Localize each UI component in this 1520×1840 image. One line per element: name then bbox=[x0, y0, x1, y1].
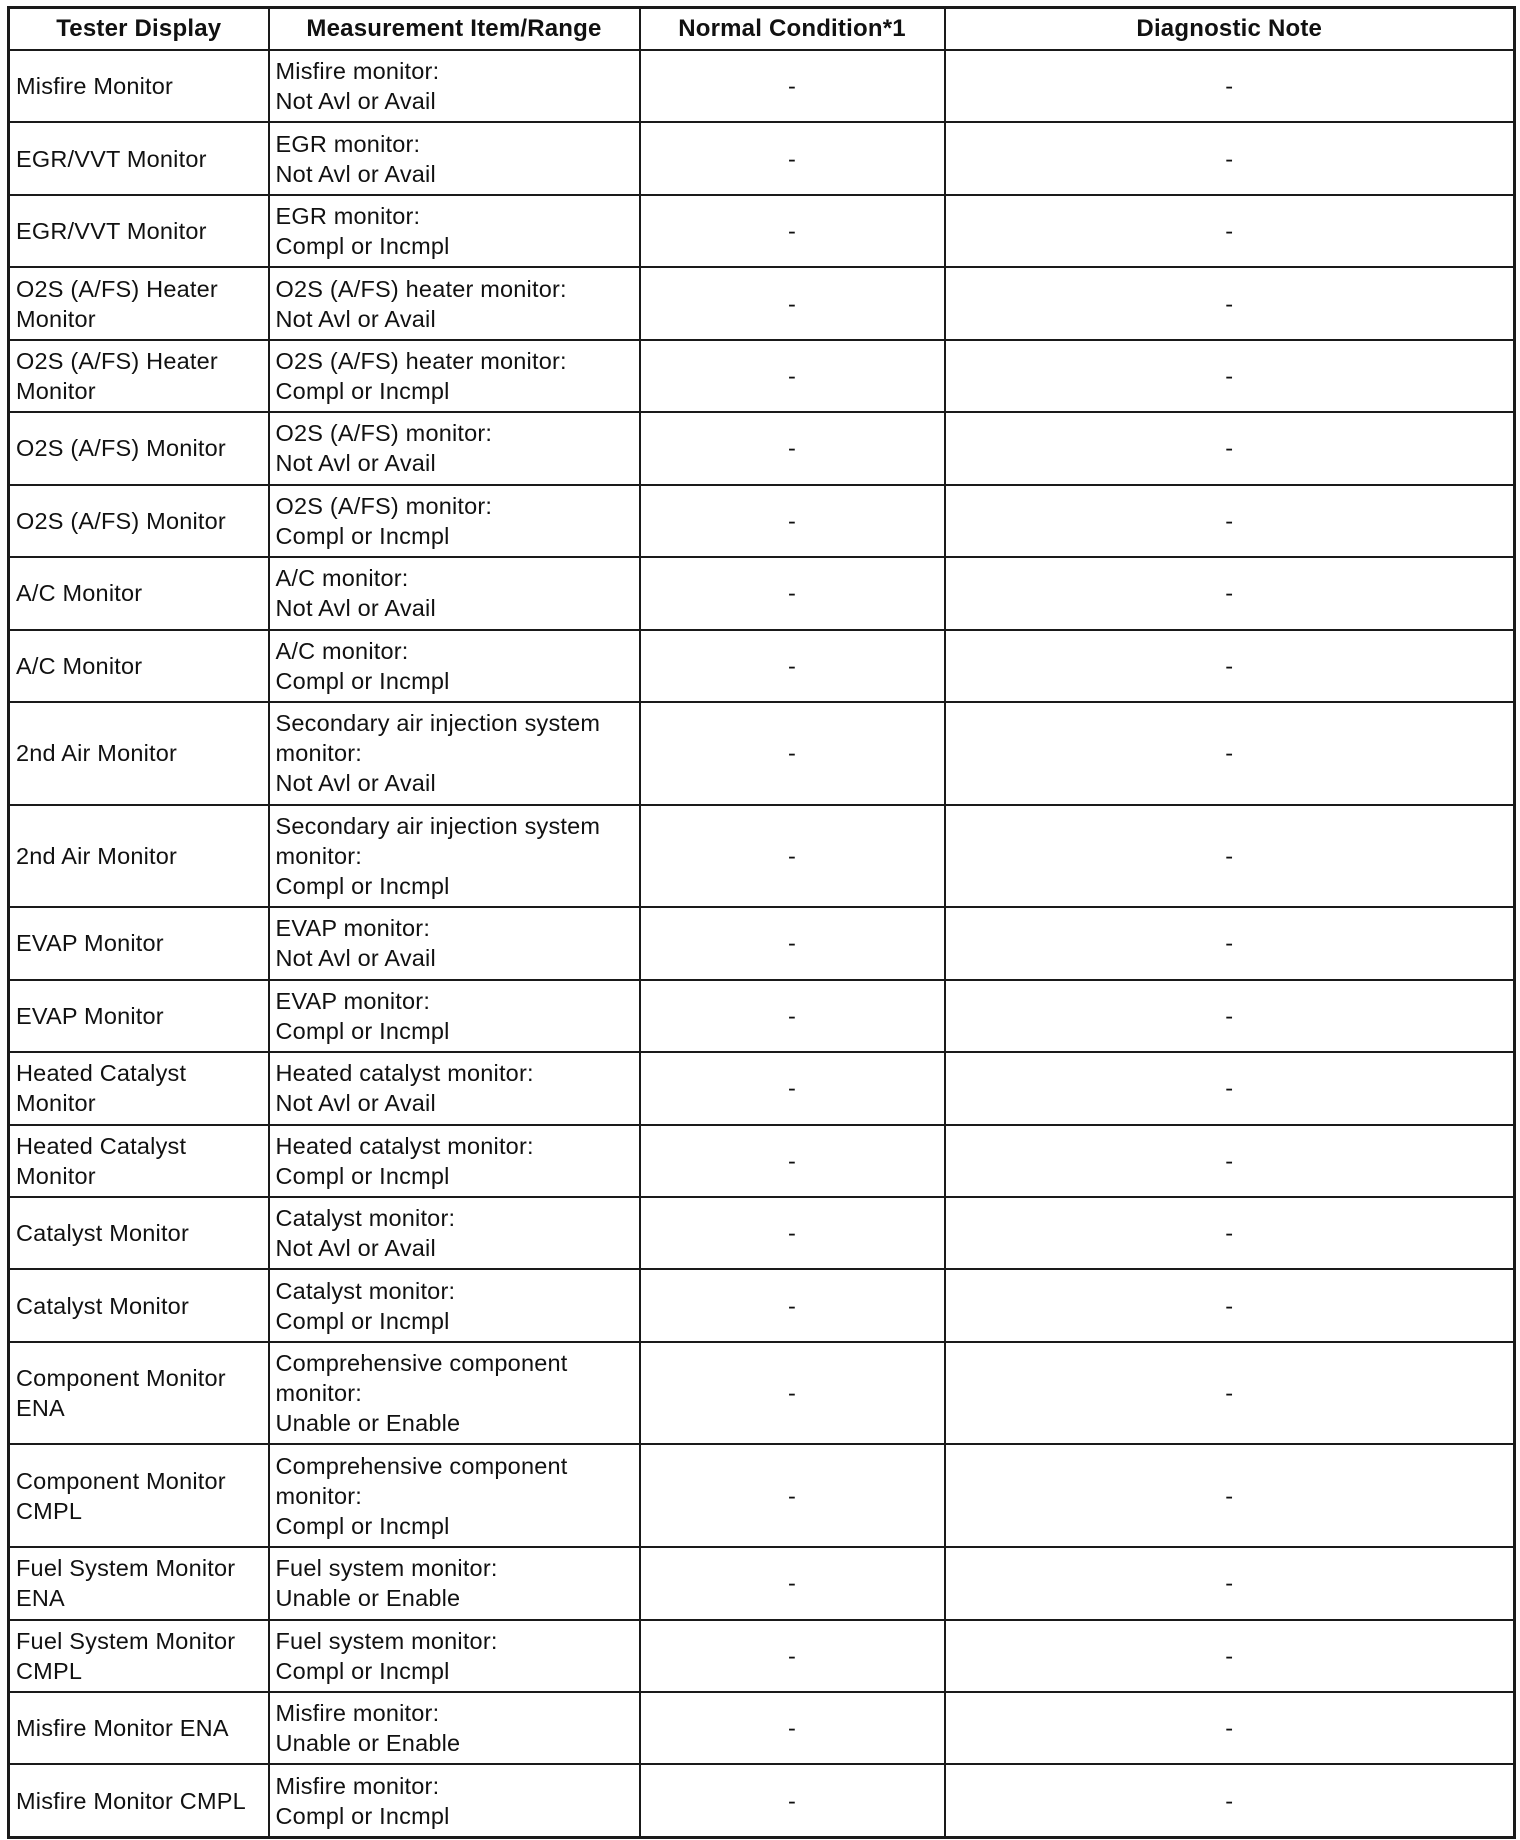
cell-diagnostic-note: - bbox=[945, 702, 1515, 805]
cell-measurement-item: Catalyst monitor: Compl or Incmpl bbox=[269, 1269, 640, 1341]
cell-measurement-item: Secondary air injection system monitor: Compl or Incmpl bbox=[269, 805, 640, 908]
table-row bbox=[9, 980, 1515, 1052]
cell-measurement-item: EGR monitor: Not Avl or Avail bbox=[269, 122, 640, 194]
cell-diagnostic-note: - bbox=[945, 1547, 1515, 1619]
table-row bbox=[9, 702, 1515, 805]
cell-diagnostic-note: - bbox=[945, 122, 1515, 194]
cell-tester-display: 2nd Air Monitor bbox=[9, 702, 269, 805]
cell-normal-condition: - bbox=[640, 557, 945, 629]
header-normal-condition: Normal Condition*1 bbox=[640, 8, 945, 51]
cell-tester-display: EGR/VVT Monitor bbox=[9, 195, 269, 267]
header-tester-display: Tester Display bbox=[9, 8, 269, 51]
cell-diagnostic-note: - bbox=[945, 1269, 1515, 1341]
cell-normal-condition: - bbox=[640, 702, 945, 805]
cell-measurement-item: O2S (A/FS) heater monitor: Not Avl or Avail bbox=[269, 267, 640, 339]
cell-normal-condition: - bbox=[640, 1620, 945, 1692]
cell-normal-condition: - bbox=[640, 1547, 945, 1619]
cell-normal-condition: - bbox=[640, 1052, 945, 1124]
cell-normal-condition: - bbox=[640, 267, 945, 339]
cell-tester-display: 2nd Air Monitor bbox=[9, 805, 269, 908]
cell-normal-condition: - bbox=[640, 980, 945, 1052]
cell-diagnostic-note: - bbox=[945, 1052, 1515, 1124]
cell-measurement-item: A/C monitor: Not Avl or Avail bbox=[269, 557, 640, 629]
cell-measurement-item: Fuel system monitor: Unable or Enable bbox=[269, 1547, 640, 1619]
cell-diagnostic-note: - bbox=[945, 1444, 1515, 1547]
cell-normal-condition: - bbox=[640, 1692, 945, 1764]
cell-measurement-item: A/C monitor: Compl or Incmpl bbox=[269, 630, 640, 702]
cell-measurement-item: EVAP monitor: Not Avl or Avail bbox=[269, 907, 640, 979]
cell-diagnostic-note: - bbox=[945, 907, 1515, 979]
table-row bbox=[9, 907, 1515, 979]
cell-normal-condition: - bbox=[640, 340, 945, 412]
table-row bbox=[9, 485, 1515, 557]
cell-tester-display: Component Monitor CMPL bbox=[9, 1444, 269, 1547]
cell-tester-display: Misfire Monitor CMPL bbox=[9, 1764, 269, 1837]
cell-normal-condition: - bbox=[640, 122, 945, 194]
cell-tester-display: O2S (A/FS) Heater Monitor bbox=[9, 340, 269, 412]
cell-normal-condition: - bbox=[640, 1342, 945, 1445]
cell-measurement-item: Misfire monitor: Compl or Incmpl bbox=[269, 1764, 640, 1837]
cell-measurement-item: EGR monitor: Compl or Incmpl bbox=[269, 195, 640, 267]
cell-normal-condition: - bbox=[640, 412, 945, 484]
cell-measurement-item: Misfire monitor: Not Avl or Avail bbox=[269, 50, 640, 122]
cell-normal-condition: - bbox=[640, 1125, 945, 1197]
cell-diagnostic-note: - bbox=[945, 50, 1515, 122]
cell-diagnostic-note: - bbox=[945, 1125, 1515, 1197]
cell-normal-condition: - bbox=[640, 1269, 945, 1341]
cell-measurement-item: Heated catalyst monitor: Compl or Incmpl bbox=[269, 1125, 640, 1197]
table-row bbox=[9, 557, 1515, 629]
tester-data-table bbox=[7, 6, 1516, 1839]
table-row bbox=[9, 1764, 1515, 1837]
cell-diagnostic-note: - bbox=[945, 980, 1515, 1052]
cell-normal-condition: - bbox=[640, 805, 945, 908]
cell-measurement-item: O2S (A/FS) heater monitor: Compl or Incmpl bbox=[269, 340, 640, 412]
cell-tester-display: O2S (A/FS) Monitor bbox=[9, 412, 269, 484]
table-row bbox=[9, 50, 1515, 122]
cell-tester-display: EGR/VVT Monitor bbox=[9, 122, 269, 194]
table-row bbox=[9, 1342, 1515, 1445]
cell-diagnostic-note: - bbox=[945, 267, 1515, 339]
cell-tester-display: Misfire Monitor bbox=[9, 50, 269, 122]
cell-tester-display: A/C Monitor bbox=[9, 557, 269, 629]
cell-normal-condition: - bbox=[640, 907, 945, 979]
cell-measurement-item: Fuel system monitor: Compl or Incmpl bbox=[269, 1620, 640, 1692]
table-row bbox=[9, 267, 1515, 339]
cell-measurement-item: Heated catalyst monitor: Not Avl or Avail bbox=[269, 1052, 640, 1124]
cell-tester-display: EVAP Monitor bbox=[9, 980, 269, 1052]
header-diagnostic-note: Diagnostic Note bbox=[945, 8, 1515, 51]
cell-tester-display: Misfire Monitor ENA bbox=[9, 1692, 269, 1764]
cell-tester-display: A/C Monitor bbox=[9, 630, 269, 702]
cell-normal-condition: - bbox=[640, 630, 945, 702]
cell-tester-display: O2S (A/FS) Heater Monitor bbox=[9, 267, 269, 339]
table-row bbox=[9, 1125, 1515, 1197]
cell-normal-condition: - bbox=[640, 485, 945, 557]
cell-measurement-item: Misfire monitor: Unable or Enable bbox=[269, 1692, 640, 1764]
table-body bbox=[9, 50, 1515, 1838]
cell-tester-display: EVAP Monitor bbox=[9, 907, 269, 979]
cell-measurement-item: Comprehensive component monitor: Unable or Enable bbox=[269, 1342, 640, 1445]
table-row bbox=[9, 630, 1515, 702]
cell-diagnostic-note: - bbox=[945, 340, 1515, 412]
cell-normal-condition: - bbox=[640, 50, 945, 122]
cell-tester-display: Heated Catalyst Monitor bbox=[9, 1125, 269, 1197]
cell-diagnostic-note: - bbox=[945, 412, 1515, 484]
table-row bbox=[9, 1547, 1515, 1619]
cell-tester-display: Fuel System Monitor CMPL bbox=[9, 1620, 269, 1692]
table-row bbox=[9, 1269, 1515, 1341]
cell-diagnostic-note: - bbox=[945, 1692, 1515, 1764]
cell-diagnostic-note: - bbox=[945, 1342, 1515, 1445]
cell-tester-display: Fuel System Monitor ENA bbox=[9, 1547, 269, 1619]
header-row bbox=[9, 8, 1515, 51]
cell-tester-display: Catalyst Monitor bbox=[9, 1197, 269, 1269]
cell-measurement-item: O2S (A/FS) monitor: Not Avl or Avail bbox=[269, 412, 640, 484]
cell-measurement-item: Comprehensive component monitor: Compl or Incmpl bbox=[269, 1444, 640, 1547]
cell-diagnostic-note: - bbox=[945, 1197, 1515, 1269]
table-row bbox=[9, 1197, 1515, 1269]
cell-diagnostic-note: - bbox=[945, 195, 1515, 267]
table-row bbox=[9, 412, 1515, 484]
cell-diagnostic-note: - bbox=[945, 630, 1515, 702]
table-row bbox=[9, 1620, 1515, 1692]
table-row bbox=[9, 805, 1515, 908]
cell-normal-condition: - bbox=[640, 1444, 945, 1547]
table-row bbox=[9, 122, 1515, 194]
cell-measurement-item: Catalyst monitor: Not Avl or Avail bbox=[269, 1197, 640, 1269]
cell-normal-condition: - bbox=[640, 195, 945, 267]
table-row bbox=[9, 1692, 1515, 1764]
cell-diagnostic-note: - bbox=[945, 1764, 1515, 1837]
cell-normal-condition: - bbox=[640, 1764, 945, 1837]
table-row bbox=[9, 195, 1515, 267]
cell-diagnostic-note: - bbox=[945, 805, 1515, 908]
table-row bbox=[9, 1444, 1515, 1547]
cell-tester-display: O2S (A/FS) Monitor bbox=[9, 485, 269, 557]
cell-measurement-item: Secondary air injection system monitor: Not Avl or Avail bbox=[269, 702, 640, 805]
cell-tester-display: Component Monitor ENA bbox=[9, 1342, 269, 1445]
cell-diagnostic-note: - bbox=[945, 1620, 1515, 1692]
table-row bbox=[9, 340, 1515, 412]
cell-diagnostic-note: - bbox=[945, 485, 1515, 557]
table-header bbox=[9, 8, 1515, 51]
cell-measurement-item: O2S (A/FS) monitor: Compl or Incmpl bbox=[269, 485, 640, 557]
cell-tester-display: Catalyst Monitor bbox=[9, 1269, 269, 1341]
table-row bbox=[9, 1052, 1515, 1124]
cell-diagnostic-note: - bbox=[945, 557, 1515, 629]
header-measurement-item: Measurement Item/Range bbox=[269, 8, 640, 51]
cell-tester-display: Heated Catalyst Monitor bbox=[9, 1052, 269, 1124]
cell-measurement-item: EVAP monitor: Compl or Incmpl bbox=[269, 980, 640, 1052]
cell-normal-condition: - bbox=[640, 1197, 945, 1269]
